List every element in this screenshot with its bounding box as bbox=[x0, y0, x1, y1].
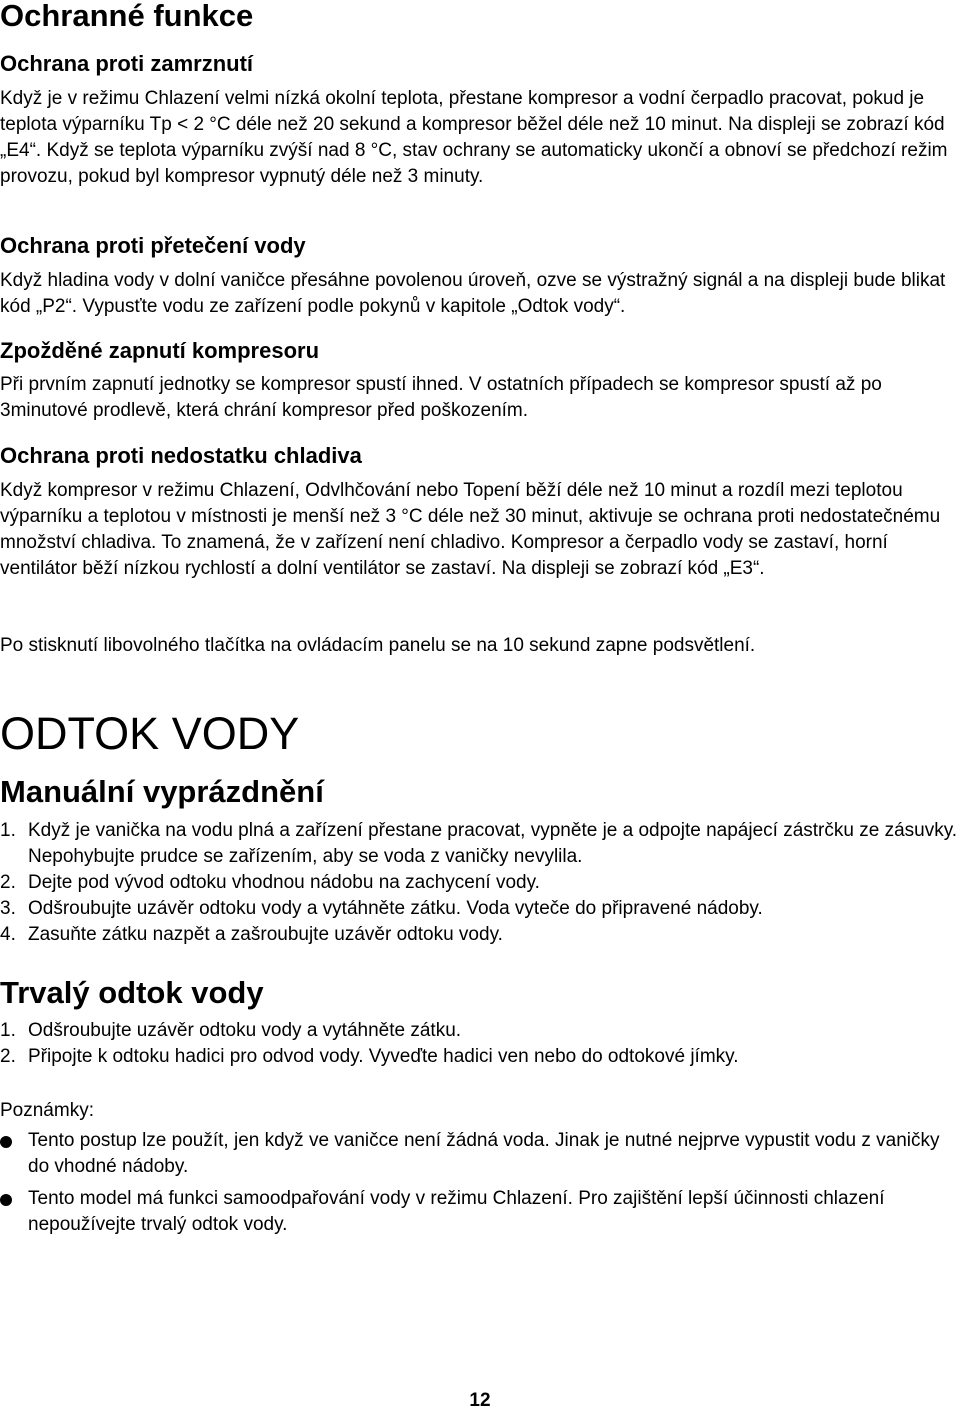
manual-drain-heading: Manuální vyprázdnění bbox=[0, 774, 324, 809]
manual-drain-steps bbox=[0, 818, 958, 948]
list-item bbox=[0, 1128, 958, 1180]
page-number: 12 bbox=[469, 1390, 491, 1411]
delayed-start-text: Při prvním zapnutí jednotky se kompresor spustí ihned. V ostatních případech se kompresor spustí až po 3minutové prodlevě, která chrání kompresor před poškozením. bbox=[0, 374, 882, 421]
step-text: Dejte pod vývod odtoku vhodnou nádobu na zachycení vody. bbox=[28, 872, 540, 893]
notes-label: Poznámky: bbox=[0, 1100, 94, 1121]
section-title: Ochranné funkce bbox=[0, 0, 254, 33]
list-item bbox=[0, 818, 958, 870]
step-number: 3. bbox=[0, 898, 16, 919]
bullet-icon bbox=[0, 1194, 12, 1206]
step-number: 4. bbox=[0, 924, 16, 945]
step-number: 2. bbox=[0, 1046, 16, 1067]
permanent-drain-steps bbox=[0, 1018, 958, 1070]
step-number: 2. bbox=[0, 872, 16, 893]
note-text: Tento postup lze použít, jen když ve vaničce není žádná voda. Jinak je nutné nejprve vypustit vodu z vaničky do vhodné nádoby. bbox=[28, 1130, 940, 1177]
step-text: Připojte k odtoku hadici pro odvod vody. Vyveďte hadici ven nebo do odtokové jímky. bbox=[28, 1046, 739, 1067]
delayed-start-heading: Zpožděné zapnutí kompresoru bbox=[0, 338, 320, 363]
step-number: 1. bbox=[0, 1020, 16, 1041]
step-number: 1. bbox=[0, 820, 16, 841]
step-text: Zasuňte zátku nazpět a zašroubujte uzávěr odtoku vody. bbox=[28, 924, 503, 945]
permanent-drain-heading: Trvalý odtok vody bbox=[0, 975, 264, 1010]
list-item bbox=[0, 1044, 958, 1070]
drain-title: ODTOK VODY bbox=[0, 708, 300, 759]
freeze-protection-text: Když je v režimu Chlazení velmi nízká okolní teplota, přestane kompresor a vodní čerpadlo pracovat, pokud je teplota výparníku Tp < 2 °C déle než 20 sekund a kompresor běžel déle než 10 minut. Na displeji se zobrazí kód „E4“. Když se teplota výparníku zvýší nad 8 °C, stav ochrany se automaticky ukončí a obnoví se předchozí režim provozu, pokud byl kompresor vypnutý déle než 3 minuty. bbox=[0, 88, 948, 187]
refrigerant-protection-heading: Ochrana proti nedostatku chladiva bbox=[0, 443, 362, 468]
overflow-protection-heading: Ochrana proti přetečení vody bbox=[0, 233, 306, 258]
step-text: Odšroubujte uzávěr odtoku vody a vytáhněte zátku. Voda vyteče do připravené nádoby. bbox=[28, 898, 763, 919]
step-text: Odšroubujte uzávěr odtoku vody a vytáhněte zátku. bbox=[28, 1020, 462, 1041]
notes-list bbox=[0, 1128, 958, 1244]
list-item bbox=[0, 896, 958, 922]
bullet-icon bbox=[0, 1136, 12, 1148]
note-text: Tento model má funkci samoodpařování vody v režimu Chlazení. Pro zajištění lepší účinnosti chlazení nepoužívejte trvalý odtok vody. bbox=[28, 1188, 885, 1235]
backlight-note: Po stisknutí libovolného tlačítka na ovládacím panelu se na 10 sekund zapne podsvětlení. bbox=[0, 635, 756, 656]
refrigerant-protection-text: Když kompresor v režimu Chlazení, Odvlhčování nebo Topení běží déle než 10 minut a rozdíl mezi teplotou výparníku a teplotou v místnosti je menší než 3 °C déle než 30 minut, aktivuje se ochrana proti nedostatečnému množství chladiva. To znamená, že v zařízení není chladivo. Kompresor a čerpadlo vody se zastaví, horní ventilátor běží nízkou rychlostí a dolní ventilátor se zastaví. Na displeji se zobrazí kód „E3“. bbox=[0, 480, 941, 579]
list-item bbox=[0, 870, 958, 896]
list-item bbox=[0, 1018, 958, 1044]
list-item bbox=[0, 922, 958, 948]
freeze-protection-heading: Ochrana proti zamrznutí bbox=[0, 51, 254, 76]
step-text: Když je vanička na vodu plná a zařízení přestane pracovat, vypněte je a odpojte napájecí zástrčku ze zásuvky. Nepohybujte prudce se zařízením, aby se voda z vaničky nevylila. bbox=[28, 820, 958, 867]
overflow-protection-text: Když hladina vody v dolní vaničce přesáhne povolenou úroveň, ozve se výstražný signál a na displeji bude blikat kód „P2“. Vypusťte vodu ze zařízení podle pokynů v kapitole „Odtok vody“. bbox=[0, 270, 946, 317]
list-item bbox=[0, 1186, 958, 1238]
